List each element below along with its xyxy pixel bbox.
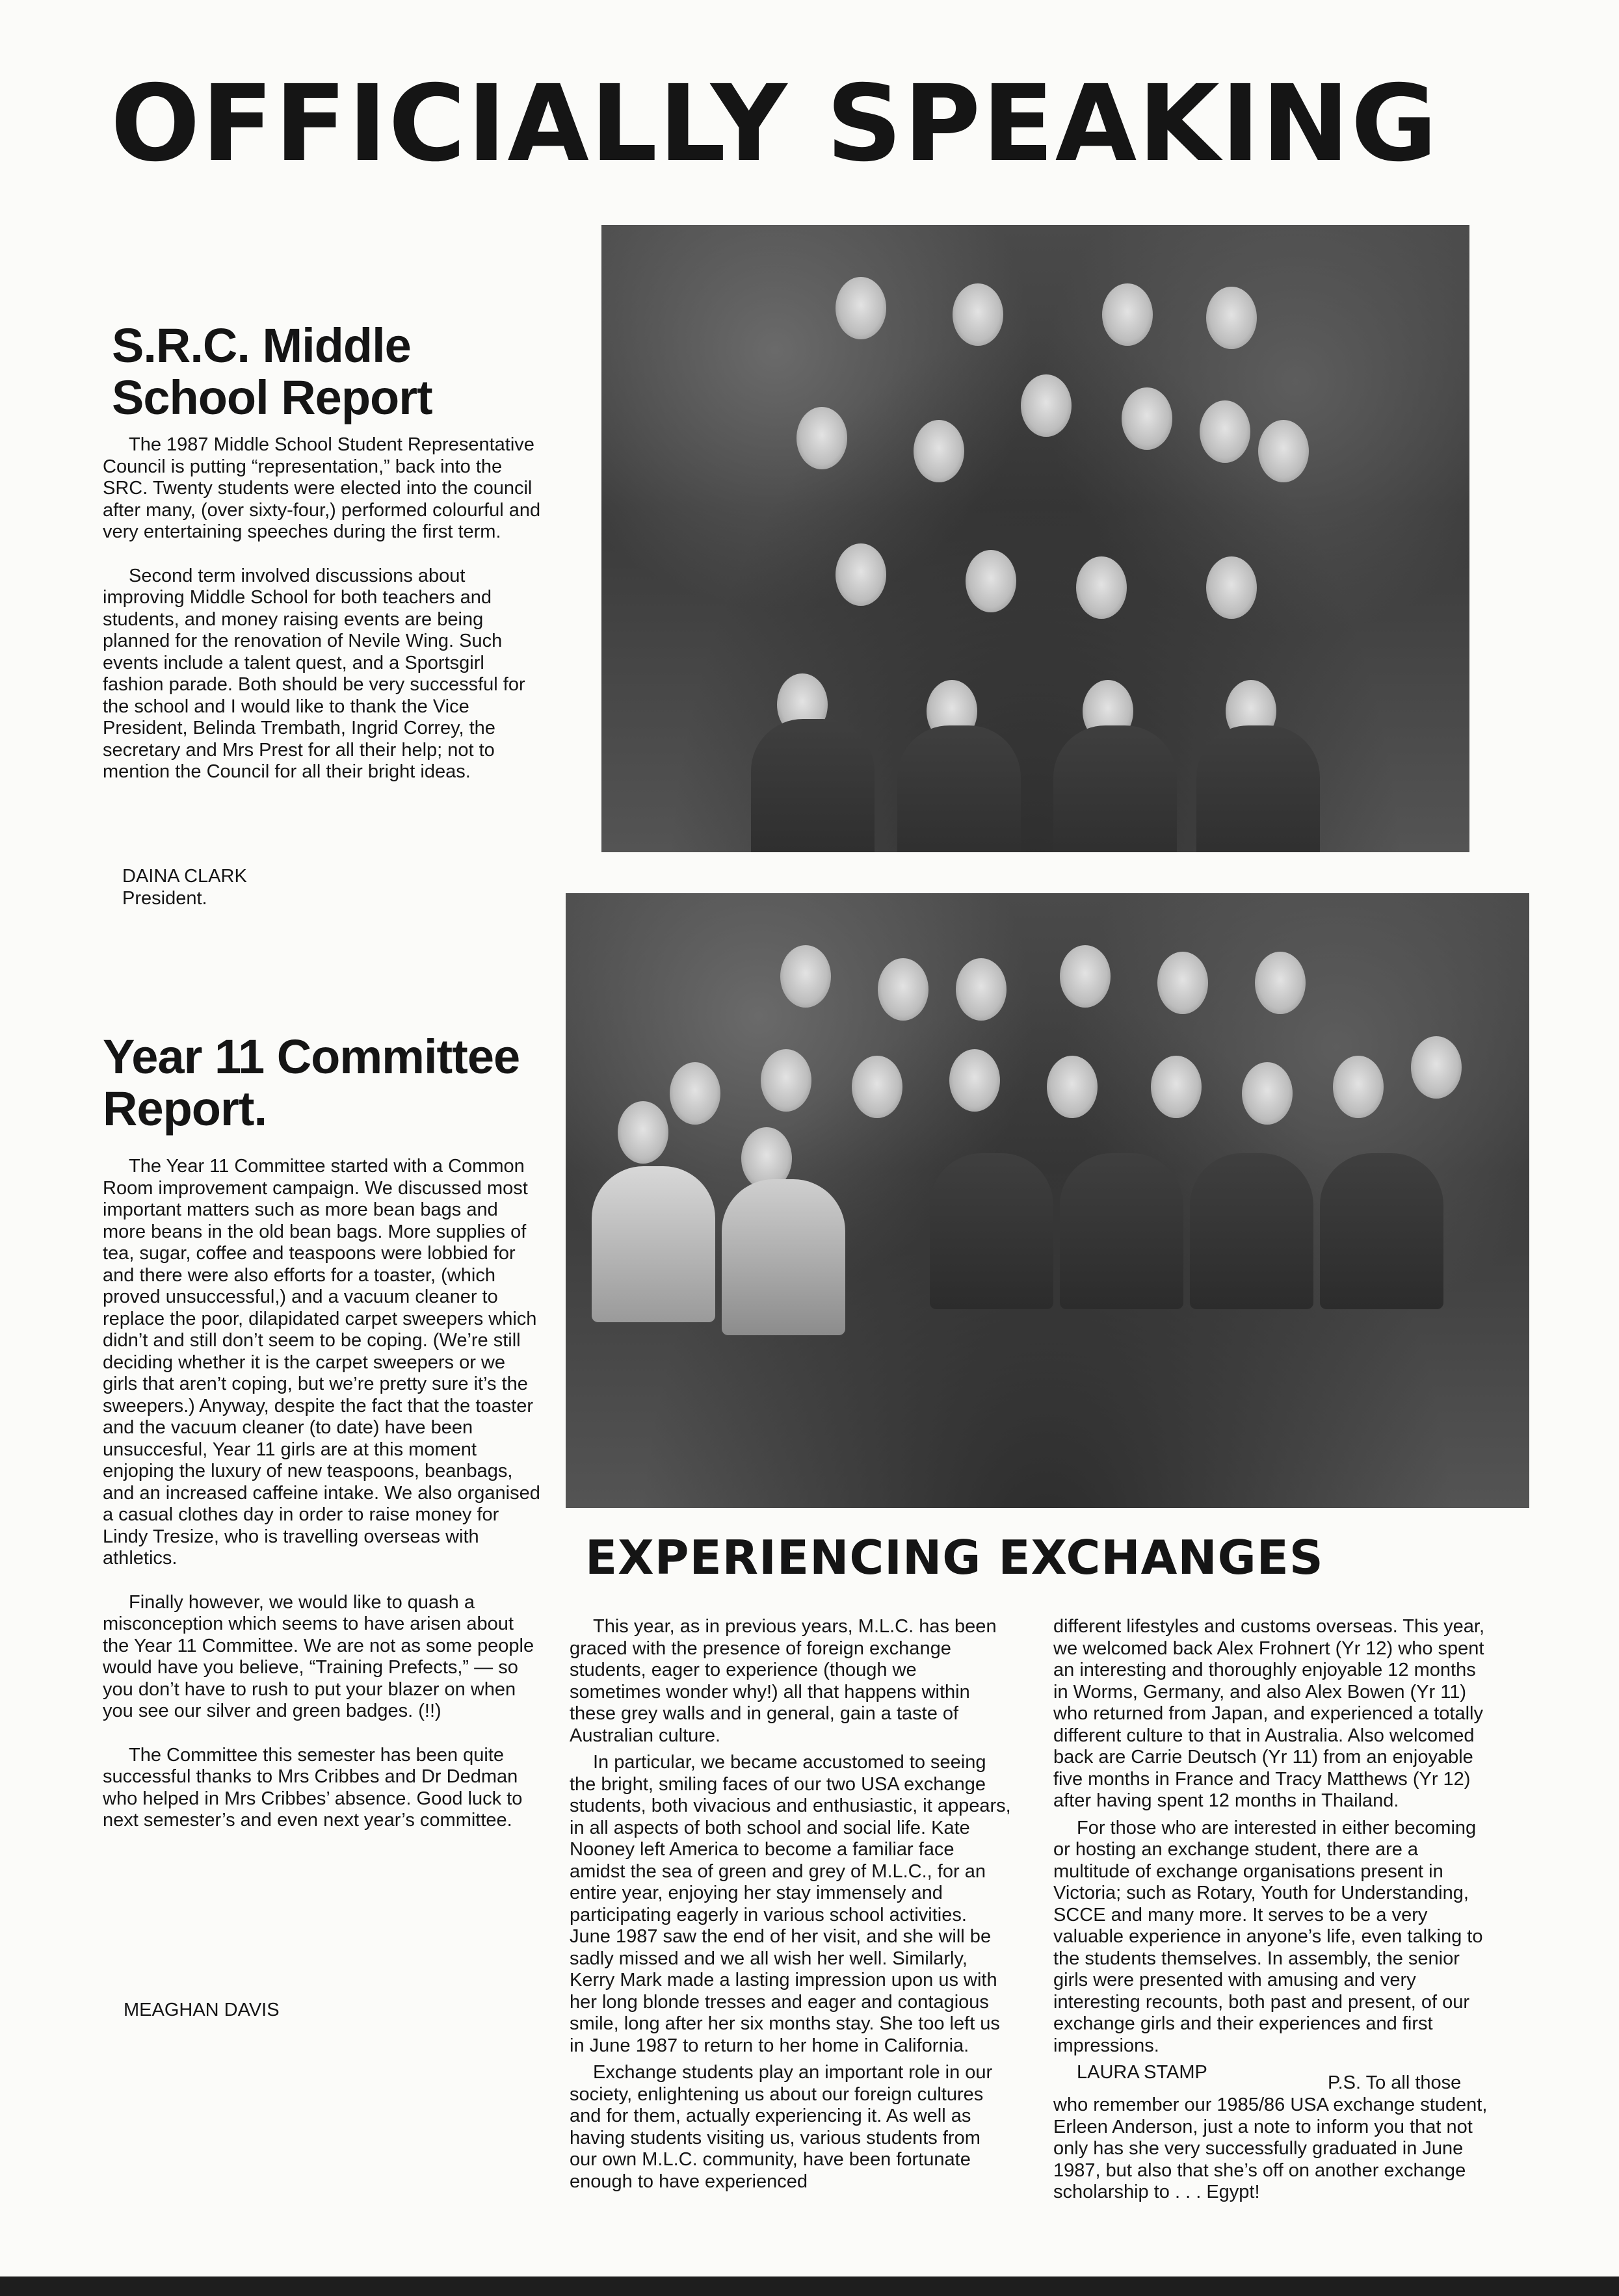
- exchanges-col1-paragraph-1: This year, as in previous years, M.L.C. has been graced with the presence of foreign exchange students, eager to experience (though we sometimes wonder why!) all that happens within these grey walls and in general, gain a taste of Australian culture.: [570, 1616, 997, 1746]
- year11-committee-photo: [566, 893, 1529, 1508]
- exchanges-col2-paragraph-1: different lifestyles and customs overseas. This year, we welcomed back Alex Frohnert (Yr 12) who spent an interesting and thoroughly enjoyable 12 months in Worms, Germany, and also Alex Bowen (Yr 11) who returned from Japan, and experienced a totally different culture to that in Australia. Also welcomed back are Carrie Deutsch (Yr 11) from an enjoyable five months in France and Tracy Matthews (Yr 12) after having spent 12 months in Thailand.: [1053, 1616, 1485, 1811]
- page-title: OFFICIALLY SPEAKING: [111, 63, 1439, 185]
- year11-signature: MEAGHAN DAVIS: [124, 2000, 280, 2020]
- src-group-photo: [601, 225, 1469, 852]
- exchanges-col1-paragraph-3: Exchange students play an important role in our society, enlightening us about our foreign cultures and for them, actually experiencing it. As well as having students visiting us, various students from our own M.L.C. community, have been fortunate enough to have experienced: [570, 2062, 993, 2192]
- src-paragraph-1: The 1987 Middle School Student Representative Council is putting “representation,” back into the SRC. Twenty students were elected into the council after many, (over sixty-four,) performed colourful and very entertaining speeches during the first term.: [103, 434, 541, 542]
- exchanges-signature-row: [1053, 2062, 1495, 2093]
- exchanges-col2-paragraph-2: For those who are interested in either becoming or hosting an exchange student, there are a multitude of exchange organisations present in Victoria; such as Rotary, Youth for Understanding, SCCE and many more. It serves to be a very valuable experience in anyone’s life, even talking to the students themselves. In assembly, the senior girls were presented with amusing and very interesting recounts, both past and present, of our exchange girls and their experiences and first impressions.: [1053, 1817, 1483, 2056]
- src-signature-name: DAINA CLARK: [122, 866, 247, 887]
- exchanges-column-1: [570, 1616, 1012, 2198]
- year11-heading: [103, 1031, 558, 1135]
- exchanges-ps-text: who remember our 1985/86 USA exchange student, Erleen Anderson, just a note to inform you that not only has she very successfully graduated in June 1987, but also that she’s off on another exchange scholarship to . . . Egypt!: [1053, 2094, 1488, 2202]
- year11-paragraph-3: The Committee this semester has been quite successful thanks to Mrs Cribbes and Dr Dedman who helped in Mrs Cribbes’ absence. Good luck to next semester’s and even next year’s committee.: [103, 1744, 523, 1831]
- src-paragraph-2: Second term involved discussions about improving Middle School for both teachers and students, and money raising events are being planned for the renovation of Nevile Wing. Such events include a talent quest, and a Sportsgirl fashion parade. Both should be very successful for the school and I would like to thank the Vice President, Belinda Trembath, Ingrid Correy, the secretary and Mrs Prest for all their help; not to mention the Council for all their bright ideas.: [103, 565, 525, 782]
- exchanges-ps-lead: P.S. To all those: [1328, 2072, 1462, 2093]
- year11-paragraph-1: The Year 11 Committee started with a Common Room improvement campaign. We discussed most important matters such as more bean bags and more beans in the old bean bags. More supplies of tea, sugar, coffee and teaspoons were lobbied for and there were also efforts for a toaster, (which proved unsuccessful,) and a vacuum cleaner to replace the poor, dilapidated carpet sweepers which didn’t and still don’t seem to be coping. (We’re still deciding whether it is the carpet sweepers or we girls that aren’t coping, but we’re pretty sure it’s the sweepers.) Anyway, despite the fact that the toaster and the vacuum cleaner (to date) have been unsuccesful, Year 11 girls are at this moment enjoping the luxury of new teaspoons, beanbags, and an increased caffeine intake. We also organised a casual clothes day in order to raise money for Lindy Tresize, who is travelling overseas with athletics.: [103, 1156, 540, 1569]
- src-heading-line1: S.R.C. Middle: [112, 319, 411, 372]
- page-edge-bar: [0, 2276, 1619, 2296]
- exchanges-signature: LAURA STAMP: [1077, 2062, 1207, 2083]
- exchanges-column-2: [1053, 1616, 1495, 2209]
- year11-body: [103, 1156, 545, 1854]
- exchanges-col1-paragraph-2: In particular, we became accustomed to seeing the bright, smiling faces of our two USA exchange students, both vivacious and enthusiastic, it appears, in all aspects of both school and social life. Kate Nooney left America to become a familiar face amidst the sea of green and grey of M.L.C., for an entire year, enjoying her stay immensely and participating eagerly in various school activities. June 1987 saw the end of her visit, and she will be sadly missed and we all wish her well. Similarly, Kerry Mark made a lasting impression upon us with her long blonde tresses and eager and contagious smile, long after her six months stay. She too left us in June 1987 to return to her home in California.: [570, 1752, 1011, 2056]
- year11-paragraph-2: Finally however, we would like to quash a misconception which seems to have arisen about the Year 11 Committee. We are not as some people would have you believe, “Training Prefects,” — so you don’t have to rush to put your blazer on when you see our silver and green badges. (!!): [103, 1591, 534, 1721]
- year11-heading-line2: Report.: [103, 1082, 267, 1136]
- src-heading-line2: School Report: [112, 371, 432, 424]
- src-body: [103, 434, 545, 805]
- src-signature: [122, 866, 382, 909]
- src-signature-role: President.: [122, 887, 207, 909]
- src-heading: [112, 320, 528, 424]
- year11-heading-line1: Year 11 Committee: [103, 1030, 520, 1084]
- exchanges-heading: EXPERIENCING EXCHANGES: [585, 1530, 1324, 1585]
